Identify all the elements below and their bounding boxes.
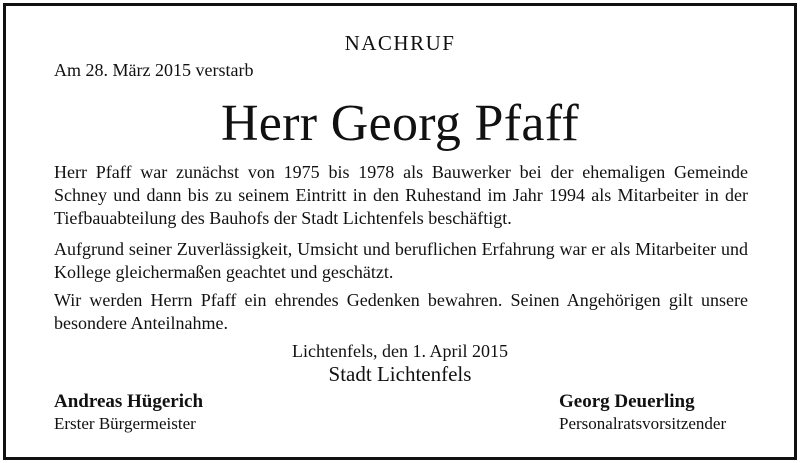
- signatory-name: Andreas Hügerich: [54, 391, 204, 412]
- condolence-paragraph: Wir werden Herrn Pfaff ein ehrendes Gedenken bewahren. Seinen Angehörigen gilt unsere besondere Anteilnahme.: [54, 290, 748, 333]
- signatory-name: Georg Deuerling: [559, 391, 695, 412]
- organization-name: Stadt Lichtenfels: [328, 362, 472, 386]
- place-date-line: Lichtenfels, den 1. April 2015: [292, 341, 508, 361]
- signatory-role: Erster Bürgermeister: [54, 414, 196, 433]
- notice-heading: NACHRUF: [344, 31, 456, 55]
- signatory-role: Personalratsvorsitzender: [559, 414, 727, 433]
- signature-block-mayor: [54, 391, 203, 435]
- career-paragraph: Herr Pfaff war zunächst von 1975 bis 1978 als Bauwerker bei der ehemaligen Gemeinde Schney und dann bis zu seinem Eintritt in den Ruhestand im Jahr 1994 als Mitarbeiter in der Tiefbauabteilung des Bauhofs der Stadt Lichtenfels beschäftigt.: [54, 162, 748, 228]
- deceased-name: Herr Georg Pfaff: [220, 95, 580, 152]
- appreciation-paragraph: Aufgrund seiner Zuverlässigkeit, Umsicht und beruflichen Erfahrung war er als Mitarbeiter und Kollege gleichermaßen geachtet und geschätzt.: [54, 239, 748, 282]
- signature-block-staff-council: [559, 391, 726, 435]
- death-date-line: Am 28. März 2015 verstarb: [54, 60, 254, 80]
